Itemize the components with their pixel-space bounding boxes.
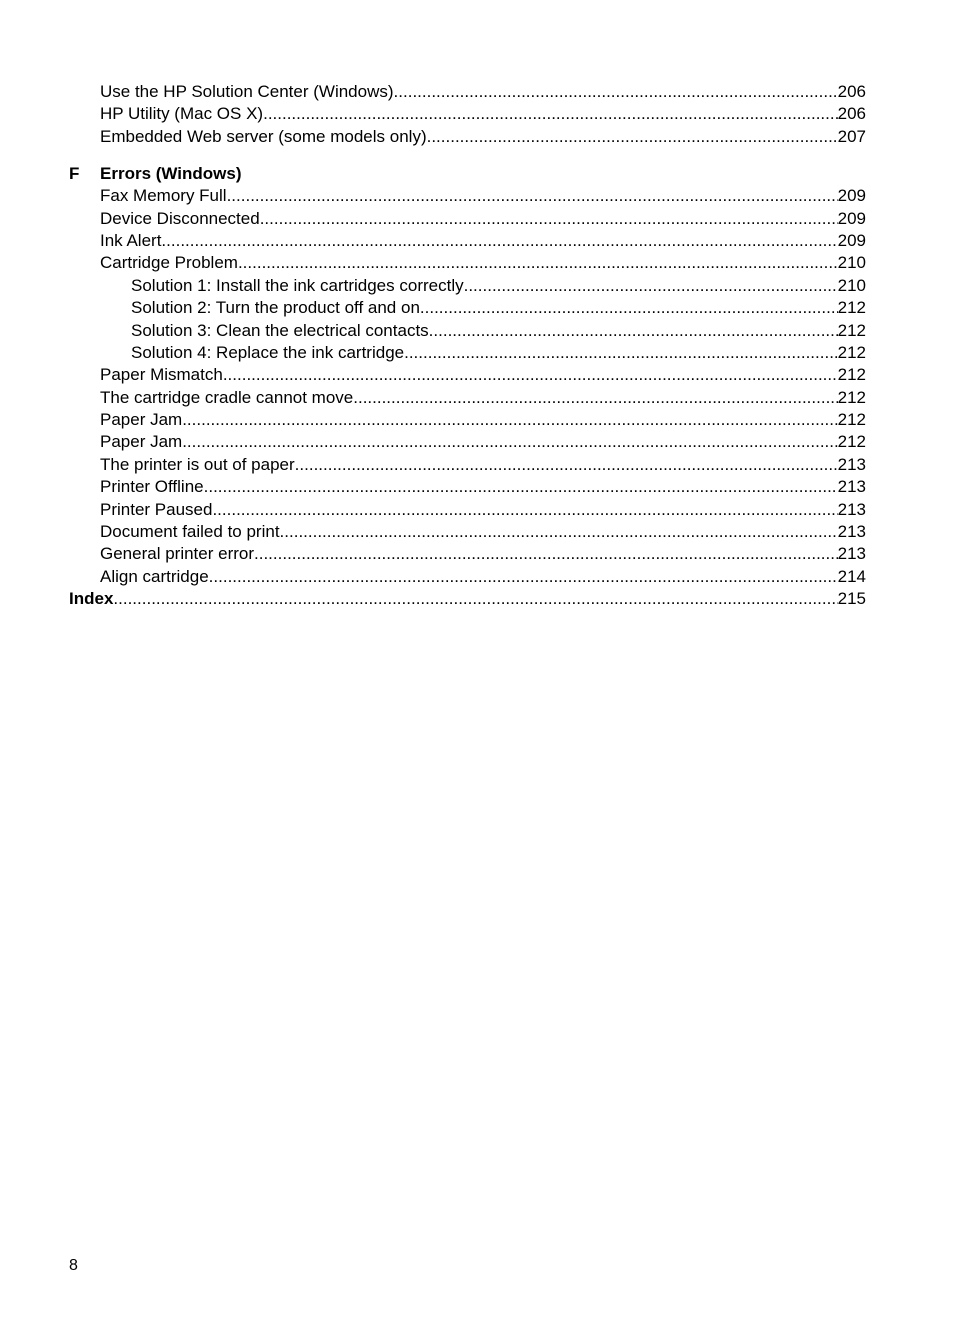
page-number: 8: [69, 1257, 78, 1274]
dot-leader: [223, 364, 838, 386]
toc-entry[interactable]: [69, 543, 866, 565]
toc-entry[interactable]: [69, 81, 866, 103]
toc-subentry[interactable]: [69, 342, 866, 364]
toc-entry-page: 215: [837, 589, 866, 609]
dot-leader: [427, 126, 838, 148]
toc-entry-title: Solution 4: Replace the ink cartridge: [131, 342, 405, 362]
dot-leader: [209, 566, 838, 588]
toc-entry[interactable]: [69, 521, 866, 543]
toc-entry-page: 209: [837, 208, 866, 228]
toc-entry-title: Solution 1: Install the ink cartridges correctly: [131, 275, 464, 295]
toc-entry-page: 209: [837, 230, 866, 250]
dot-leader: [353, 387, 837, 409]
toc-entry[interactable]: [69, 431, 866, 453]
appendix-letter: F: [69, 164, 80, 184]
toc-entry-page: 212: [837, 320, 866, 340]
toc-entry-title: Printer Offline: [100, 477, 204, 497]
toc-entry-page: 212: [837, 298, 866, 318]
dot-leader: [394, 81, 838, 103]
table-of-contents: [69, 81, 866, 611]
toc-entry[interactable]: [69, 252, 866, 274]
toc-entry-page: 213: [837, 477, 866, 497]
appendix-heading[interactable]: [69, 162, 866, 185]
toc-entry-title: Printer Paused: [100, 499, 213, 519]
toc-entry-title: Cartridge Problem: [100, 253, 238, 273]
dot-leader: [182, 409, 837, 431]
dot-leader: [464, 275, 838, 297]
toc-subentry[interactable]: [69, 320, 866, 342]
toc-index-entry[interactable]: [69, 588, 866, 610]
toc-entry-title: The cartridge cradle cannot move: [100, 387, 354, 407]
toc-entry-title: Ink Alert: [100, 230, 162, 250]
toc-entry-page: 212: [837, 365, 866, 385]
dot-leader: [113, 588, 837, 610]
toc-entry-page: 212: [837, 432, 866, 452]
toc-entry[interactable]: [69, 230, 866, 252]
toc-entry-page: 213: [837, 522, 866, 542]
toc-entry[interactable]: [69, 454, 866, 476]
toc-entry-page: 212: [837, 410, 866, 430]
toc-entry-title: HP Utility (Mac OS X): [100, 104, 264, 124]
toc-entry-page: 213: [837, 499, 866, 519]
toc-entry[interactable]: [69, 126, 866, 148]
toc-entry[interactable]: [69, 566, 866, 588]
toc-entry[interactable]: [69, 103, 866, 125]
toc-entry[interactable]: [69, 387, 866, 409]
toc-entry[interactable]: [69, 185, 866, 207]
dot-leader: [161, 230, 837, 252]
toc-entry-title: Use the HP Solution Center (Windows): [100, 82, 394, 101]
toc-entry[interactable]: [69, 409, 866, 431]
toc-entry-page: 206: [837, 82, 866, 101]
toc-entry-title: Align cartridge: [100, 566, 209, 586]
toc-entry-title: General printer error: [100, 544, 255, 564]
toc-entry-page: 210: [837, 253, 866, 273]
toc-entry-page: 206: [837, 104, 866, 124]
dot-leader: [227, 185, 838, 207]
dot-leader: [404, 342, 838, 364]
toc-subentry[interactable]: [69, 297, 866, 319]
toc-entry-page: 213: [837, 544, 866, 564]
dot-leader: [429, 320, 838, 342]
dot-leader: [238, 252, 838, 274]
toc-entry-title: Solution 2: Turn the product off and on: [131, 298, 420, 318]
toc-entry-page: 214: [837, 566, 866, 586]
toc-entry[interactable]: [69, 499, 866, 521]
dot-leader: [263, 103, 838, 125]
toc-entry-page: 209: [837, 186, 866, 206]
dot-leader: [254, 543, 838, 565]
toc-entry-title: Embedded Web server (some models only): [100, 126, 427, 146]
dot-leader: [204, 476, 838, 498]
dot-leader: [260, 208, 838, 230]
toc-entry-title: Document failed to print: [100, 522, 280, 542]
toc-entry-page: 212: [837, 387, 866, 407]
appendix-title: Errors (Windows): [100, 164, 242, 184]
toc-subentry[interactable]: [69, 275, 866, 297]
toc-entry[interactable]: [69, 364, 866, 386]
toc-entry[interactable]: [69, 208, 866, 230]
toc-entry-page: 210: [837, 275, 866, 295]
toc-entry-page: 212: [837, 342, 866, 362]
toc-entry-page: 207: [837, 126, 866, 146]
toc-entry-title: Fax Memory Full: [100, 186, 227, 206]
toc-entry[interactable]: [69, 476, 866, 498]
dot-leader: [280, 521, 838, 543]
toc-entry-title: Paper Jam: [100, 410, 183, 430]
toc-entry-title: Device Disconnected: [100, 208, 260, 228]
toc-entry-title: Paper Mismatch: [100, 365, 223, 385]
section-gap: [69, 148, 866, 162]
toc-entry-title: The printer is out of paper: [100, 454, 295, 474]
toc-entry-title: Paper Jam: [100, 432, 183, 452]
dot-leader: [182, 431, 837, 453]
dot-leader: [212, 499, 837, 521]
toc-entry-title: Solution 3: Clean the electrical contacts: [131, 320, 429, 340]
toc-entry-title: Index: [69, 589, 114, 609]
toc-entry-page: 213: [837, 454, 866, 474]
dot-leader: [295, 454, 838, 476]
dot-leader: [420, 297, 838, 319]
